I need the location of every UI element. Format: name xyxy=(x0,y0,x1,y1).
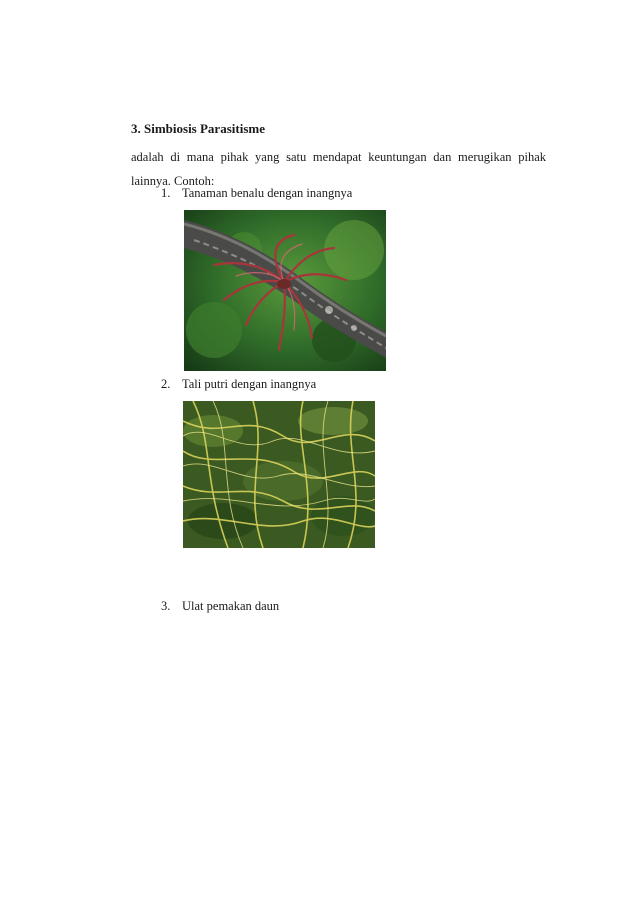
example-item-2 xyxy=(161,377,316,392)
section-heading: 3. Simbiosis Parasitisme xyxy=(131,121,265,136)
section-paragraph: adalah di mana pihak yang satu mendapat keuntungan dan merugikan pihak lainnya. Contoh: xyxy=(131,150,546,188)
example-item-1 xyxy=(161,186,352,201)
example-label: Tanaman benalu dengan inangnya xyxy=(182,186,353,200)
example-number: 1. xyxy=(161,186,171,200)
mistletoe-photo xyxy=(184,210,386,371)
example-number: 2. xyxy=(161,377,171,391)
example-label: Ulat pemakan daun xyxy=(182,599,280,613)
dodder-photo xyxy=(183,401,375,548)
example-number: 3. xyxy=(161,599,171,613)
example-item-3 xyxy=(161,599,279,614)
example-label: Tali putri dengan inangnya xyxy=(182,377,317,391)
